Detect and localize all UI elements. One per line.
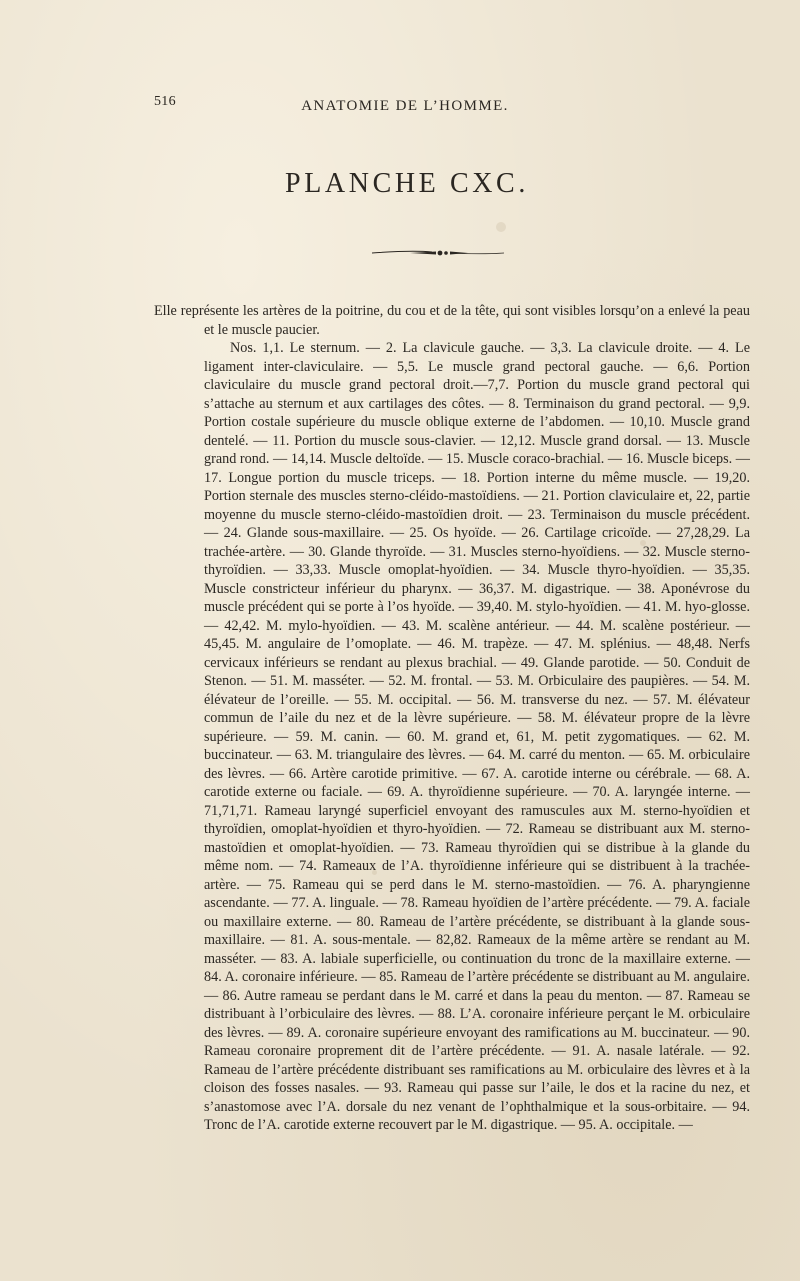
legend-entries-paragraph: Nos. 1,1. Le sternum. — 2. La clavicule gauche. — 3,3. La clavicule droite. — 4. Le ligament inter-claviculaire. — 5,5. Le muscle grand pectoral gauche. — 6,6. Portion claviculaire du muscle grand pectoral droit.—7,7. Portion du muscle grand pectoral qui s’attache au sternum et aux cartilages des côtes. — 8. Terminaison du grand pectoral. — 9,9. Portion costale supérieure du muscle oblique externe de l’abdomen. — 10,10. Muscle grand dentelé. — 11. Portion du muscle sous-clavier. — 12,12. Muscle grand dorsal. — 13. Muscle grand rond. — 14,14. Muscle deltoïde. — 15. Muscle coraco-brachial. — 16. Muscle biceps. — 17. Longue portion du muscle triceps. — 18. Portion interne du même muscle. — 19,20. Portion sternale des muscles sterno-cléido-mastoïdiens. — 21. Portion claviculaire et, 22, partie moyenne du muscle sterno-cléido-mastoïdien droit. — 23. Terminaison du muscle précédent. — 24. Glande sous-maxillaire. — 25. Os hyoïde. — 26. Cartilage cricoïde. — 27,28,29. La trachée-artère. — 30. Glande thyroïde. — 31. Muscles sterno-hyoïdiens. — 32. Muscle sterno-thyroïdien. — 33,33. Muscle omoplat-hyoïdien. — 34. Muscle thyro-hyoïdien. — 35,35. Muscle constricteur inférieur du pharynx. — 36,37. M. digastrique. — 38. Aponévrose du muscle précédent qui se porte à l’os hyoïde. — 39,40. M. stylo-hyoïdien. — 41. M. hyo-glosse. — 42,42. M. mylo-hyoïdien. — 43. M. scalène antérieur. — 44. M. scalène postérieur. — 45,45. M. angulaire de l’omoplate. — 46. M. trapèze. — 47. M. splénius. — 48,48. Nerfs cervicaux inférieurs se rendant au plexus brachial. — 49. Glande parotide. — 50. Conduit de Stenon. — 51. M. masséter. — 52. M. frontal. — 53. M. Orbiculaire des paupières. — 54. M. élévateur de l’oreille. — 55. M. occipital. — 56. M. transverse du nez. — 57. M. élévateur commun de l’aile du nez et de la lèvre supérieure. — 58. M. élévateur propre de la lèvre supérieure. — 59. M. canin. — 60. M. grand et, 61, M. petit zygomatiques. — 62. M. buccinateur. — 63. M. triangulaire des lèvres. — 64. M. carré du menton. — 65. M. orbiculaire des lèvres. — 66. Artère carotide primitive. — 67. A. carotide interne ou cérébrale. — 68. A. carotide externe ou faciale. — 69. A. thyroïdienne supérieure. — 70. A. laryngée interne. — 71,71,71. Rameau laryngé superficiel envoyant des ramuscules aux M. sterno-hyoïdien et thyroïdien, omoplat-hyoïdien et thyro-hyoïdien. — 72. Rameau se distribuant aux M. sterno-mastoïdien et omoplat-hyoïdien. — 73. Rameau thyroïdien qui se distribue à la glande du même nom. — 74. Rameaux de l’A. thyroïdienne inférieure qui se distribuent à la trachée-artère. — 75. Rameau qui se perd dans le M. sterno-mastoïdien. — 76. A. pharyngienne ascendante. — 77. A. linguale. — 78. Rameau hyoïdien de l’artère précédente. — 79. A. faciale ou maxillaire externe. — 80. Rameau de l’artère précédente, se distribuant à la glande sous-maxillaire. — 81. A. sous-mentale. — 82,82. Rameaux de la même artère se rendant au M. masséter. — 83. A. labiale superficielle, ou continuation du tronc de la maxillaire externe. — 84. A. coronaire inférieure. — 85. Rameau de l’artère précédente se distribuant au M. angulaire. — 86. Autre rameau se perdant dans le M. carré et dans la peau du menton. — 87. Rameau se distribuant à l’orbiculaire des lèvres. — 88. L’A. coronaire inférieure perçant le M. orbiculaire des lèvres. — 89. A. coronaire supérieure envoyant des ramifications au M. buccinateur. — 90. Rameau coronaire proprement dit de l’artère précédente. — 91. A. nasale latérale. — 92. Rameau de l’artère précédente distribuant ses ramifications au M. orbiculaire des lèvres et à la cloison des fosses nasales. — 93. Rameau qui passe sur l’aile, le dos et la racine du nez, et s’anastomose avec l’A. dorsale du nez venant de l’ophthalmique et la sous-orbitaire. — 94. Tronc de l’A. carotide externe recouvert par le M. digastrique. — 95. A. occipitale. —	[204, 340, 750, 1133]
running-head: ANATOMIE DE L’HOMME.	[301, 98, 509, 114]
paper-stain	[496, 222, 506, 232]
intro-paragraph: Elle représente les artères de la poitrine, du cou et de la tête, qui sont visibles lorsqu’on a enlevé la peau et le muscle paucier.	[154, 303, 750, 338]
page-number: 516	[154, 94, 176, 109]
plate-description	[154, 302, 750, 1135]
plate-title: PLANCHE CXC.	[285, 168, 529, 199]
rule-ornament-icon	[370, 246, 506, 260]
